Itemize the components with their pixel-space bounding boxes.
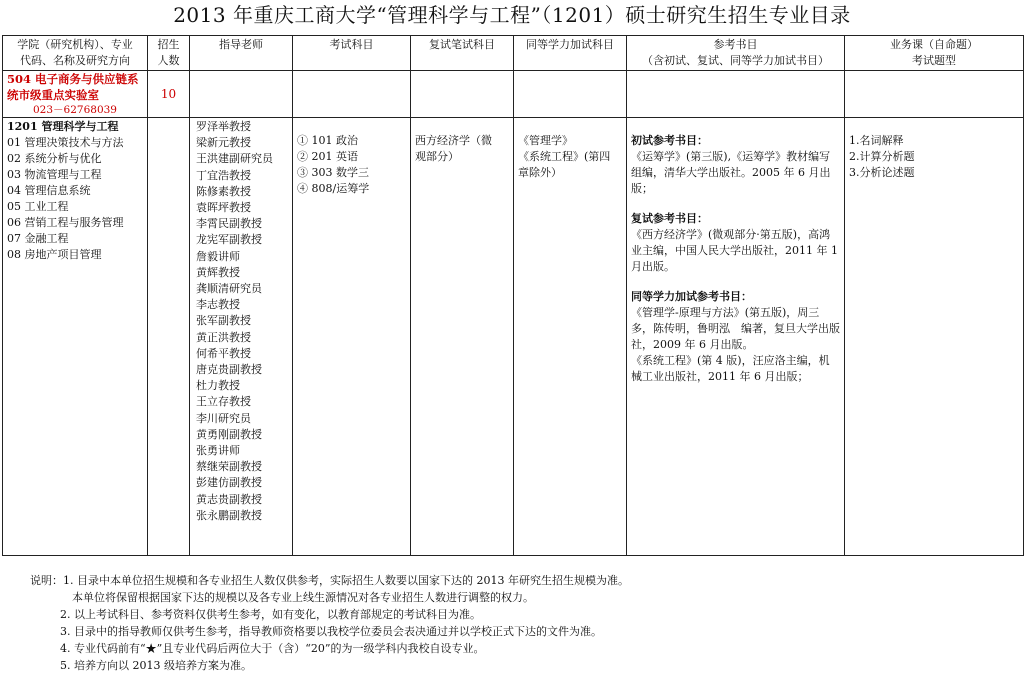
teacher-item: 黄正洪教授 [196,330,251,344]
catalog-table [2,35,1024,556]
direction-item: 03 物流管理与工程 [7,168,102,181]
teacher-item: 梁新元教授 [196,136,251,150]
teacher-item: 李霄民副教授 [196,217,262,231]
header-references: 参考书目 （含初试、复试、同等学力加试书目） [627,36,845,71]
direction-item: 05 工业工程 [7,200,69,213]
teacher-item: 何希平教授 [196,346,251,360]
teacher-item: 李川研究员 [196,411,251,425]
initial-references: 初试参考书目： 《运筹学》(第三版),《运筹学》教材编写组编，清华大学出版社。2005 年 6 月出版； [631,134,831,195]
header-equal: 同等学力加试科目 [514,36,627,71]
header-institute: 学院（研究机构）、专业 代码、名称及研究方向 [3,36,148,71]
institute-row [3,71,1024,118]
direction-list [7,135,143,263]
teacher-item: 詹毅讲师 [196,249,240,263]
direction-item: 06 营销工程与服务管理 [7,216,124,229]
teacher-item: 黄勇刚副教授 [196,427,262,441]
retest-references: 复试参考书目： 《西方经济学》(微观部分·第五版)，高鸿业主编，中国人民大学出版社，2011 年 1 月出版。 [631,212,838,273]
teacher-item: 张永鹏副教授 [196,508,262,522]
teacher-item: 黄辉教授 [196,265,240,279]
teacher-item: 黄志贵副教授 [196,492,262,506]
notes: 说明：1. 目录中本单位招生规模和各专业招生人数仅供参考，实际招生人数要以国家下达的 2013 年研究生招生规模为准。 本单位将保留根据国家下达的规模以及各专业上线生源情况对各专业招生人数进行调整的权力。 2. 以上考试科目、参考资料仅供考生参考，如有变化，以教育部规定的考试科目为准。 3. 目录中的指导教师仅供考生参考，指导教师资格要以我校学位委员会表决通过并以学校正式下达的文件为准。 4. 专业代码前有“★”且专业代码后两位大于（含）“20”的为一级学科内我校自设专业。 5. 培养方向以 2013 级培养方案为准。 [30,574,629,672]
institute-name: 504 电子商务与供应链系统市级重点实验室 [7,72,139,102]
question-type-cell [845,118,1024,556]
equal-cell: 《管理学》 《系统工程》(第四 章除外） [514,118,627,556]
exam-subject-item: ③ 303 数学三 [297,166,369,179]
direction-item: 07 金融工程 [7,232,69,245]
institute-quota: 10 [148,71,190,118]
teacher-cell [190,118,293,556]
question-type-item: 2.计算分析题 [849,150,915,163]
header-exam: 考试科目 [293,36,411,71]
direction-item: 04 管理信息系统 [7,184,91,197]
direction-item: 02 系统分析与优化 [7,152,102,165]
exam-subject-item: ④ 808/运筹学 [297,182,370,195]
major-row [3,118,1024,556]
header-question-types: 业务课（自命题） 考试题型 [845,36,1024,71]
page-title: 2013 年重庆工商大学“管理科学与工程”（1201）硕士研究生招生专业目录 [173,3,851,27]
teacher-item: 龙宪军副教授 [196,233,262,247]
direction-item: 08 房地产项目管理 [7,248,102,261]
direction-item: 01 管理决策技术与方法 [7,136,124,149]
teacher-item: 袁晖坪教授 [196,201,251,215]
exam-cell [293,118,411,556]
header-row [3,36,1024,71]
teacher-item: 唐克贵副教授 [196,363,262,377]
teacher-item: 王洪建副研究员 [196,152,273,166]
equal-references: 同等学力加试参考书目： 《管理学-原理与方法》(第五版)，周三多，陈传明，鲁明泓 编著，复旦大学出版社，2009 年 6 月出版。 《系统工程》(第 4 版)，汪应洛主编，机械工业出版社，2011 年 6 月出版； [631,290,840,383]
teacher-item: 彭建仿副教授 [196,476,262,490]
major-title: 1201 管理科学与工程 [7,120,119,133]
teacher-item: 丁宜浩教授 [196,168,251,182]
retest-cell: 西方经济学（微 观部分） [411,118,514,556]
exam-list [297,119,406,197]
teacher-item: 罗泽举教授 [196,120,251,133]
question-type-list [849,119,1019,181]
teacher-item: 王立存教授 [196,395,251,409]
header-retest: 复试笔试科目 [411,36,514,71]
teacher-item: 张勇讲师 [196,444,240,458]
teacher-list [194,119,288,524]
question-type-item: 1.名词解释 [849,134,904,147]
major-cell [3,118,148,556]
institute-phone: 023－62768039 [33,104,117,116]
teacher-item: 龚顺清研究员 [196,282,262,296]
teacher-item: 蔡继荣副教授 [196,460,262,474]
exam-subject-item: ② 201 英语 [297,150,358,163]
teacher-item: 陈修素教授 [196,184,251,198]
header-teachers: 指导老师 [190,36,293,71]
teacher-item: 张军副教授 [196,314,251,328]
teacher-item: 李志教授 [196,298,240,312]
references-cell [627,118,845,556]
question-type-item: 3.分析论述题 [849,166,915,179]
teacher-item: 杜力教授 [196,379,240,393]
header-quota: 招生 人数 [148,36,190,71]
exam-subject-item: ① 101 政治 [297,134,358,147]
institute-cell [3,71,148,118]
